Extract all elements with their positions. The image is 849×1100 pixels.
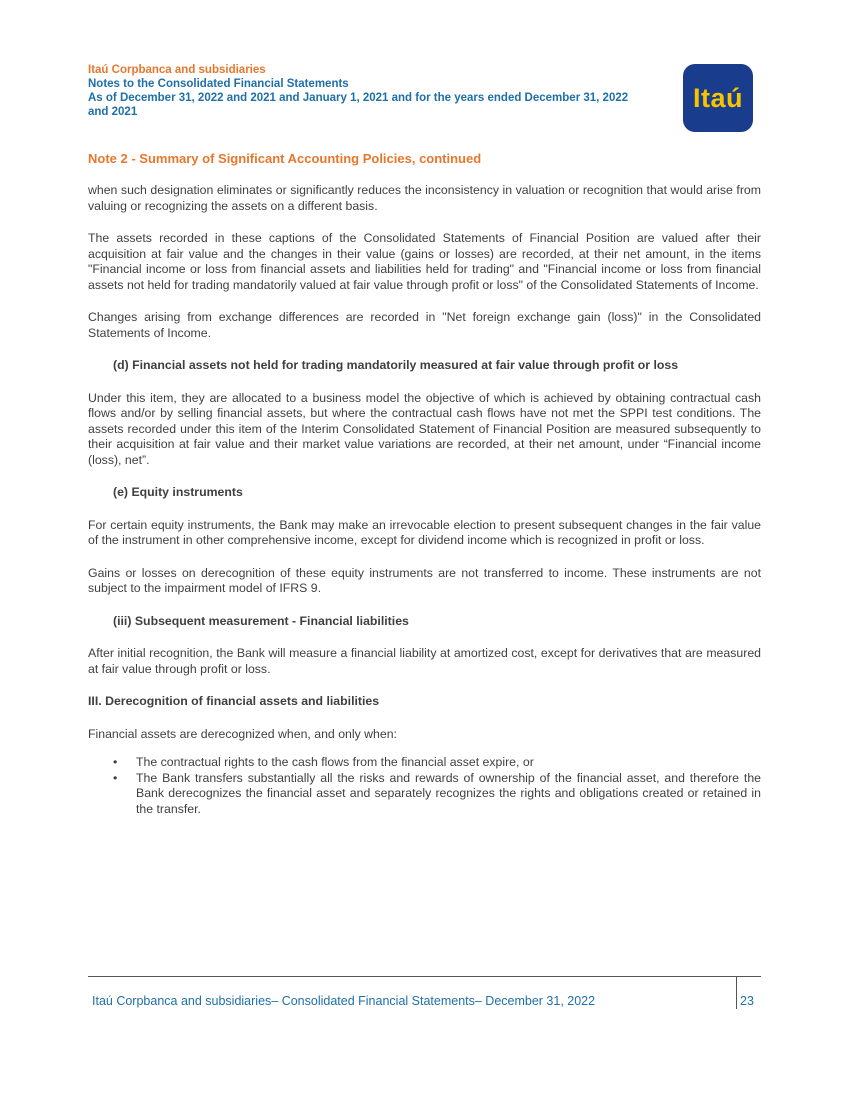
footer-text: Itaú Corpbanca and subsidiaries– Consolidated Financial Statements– December 31, 2022 (92, 994, 596, 1008)
footer-divider (88, 976, 761, 977)
header-subtitle: Notes to the Consolidated Financial Statements (88, 78, 349, 90)
list-item: • The contractual rights to the cash flows from the financial asset expire, or (136, 755, 761, 771)
subheading-d: (d) Financial assets not held for trading mandatorily measured at fair value through profit or loss (113, 358, 679, 372)
footer-page-divider (736, 977, 737, 1009)
paragraph: After initial recognition, the Bank will measure a financial liability at amortized cost, except for derivatives that are measured at fair value through profit or loss. (88, 646, 761, 676)
paragraph: Changes arising from exchange differences are recorded in "Net foreign exchange gain (loss)" in the Consolidated Statements of Income. (88, 310, 761, 340)
document-body (88, 183, 761, 817)
subheading-iii: (iii) Subsequent measurement - Financial liabilities (113, 613, 409, 628)
subheading-e: (e) Equity instruments (113, 485, 243, 499)
paragraph: Gains or losses on derecognition of these equity instruments are not transferred to income. These instruments are not subject to the impairment model of IFRS 9. (88, 565, 761, 595)
list-item: • The Bank transfers substantially all the risks and rewards of ownership of the financial asset, and therefore the Bank derecognizes the financial asset and separately recognizes the rights and obligations created or retained in the transfer. (136, 771, 761, 818)
bullet-list (88, 755, 761, 817)
header-period-continued: and 2021 (88, 106, 138, 118)
paragraph: For certain equity instruments, the Bank may make an irrevocable election to present subsequent changes in the fair value of the instrument in other comprehensive income, except for dividend income which is recognized in profit or loss. (88, 517, 761, 547)
paragraph: The assets recorded in these captions of the Consolidated Statements of Financial Position are valued after their acquisition at fair value and the changes in their value (gains or losses) are recorded, at their net amount, in the items "Financial income or loss from financial assets and liabilities held for trading" and "Financial income or loss from financial assets not held for trading mandatorily valued at fair value through profit or loss" of the Consolidated Statements of Income. (88, 231, 761, 292)
logo-text: Itaú (692, 82, 743, 113)
paragraph: Under this item, they are allocated to a business model the objective of which is achieved by obtaining contractual cash flows and/or by selling financial assets, but where the contractual cash flows have not met the SPPI test conditions. The assets recorded under this item of the Interim Consolidated Statement of Financial Position are measured subsequently to their acquisition at fair value and their market value variations are recorded, at their net amount, under “Financial income (loss), net”. (88, 390, 761, 467)
section-heading-III: III. Derecognition of financial assets and liabilities (88, 694, 380, 708)
itau-logo (683, 64, 753, 132)
paragraph: when such designation eliminates or significantly reduces the inconsistency in valuation or recognition that would arise from valuing or recognizing the assets on a different basis. (88, 183, 761, 213)
header-period: As of December 31, 2022 and 2021 and January 1, 2021 and for the years ended December 31, 2022 (88, 92, 629, 104)
page-number: 23 (740, 994, 754, 1008)
note-title: Note 2 - Summary of Significant Accounting Policies, continued (88, 151, 482, 166)
page-header (88, 63, 688, 119)
header-company: Itaú Corpbanca and subsidiaries (88, 64, 266, 76)
paragraph: Financial assets are derecognized when, and only when: (88, 726, 397, 741)
